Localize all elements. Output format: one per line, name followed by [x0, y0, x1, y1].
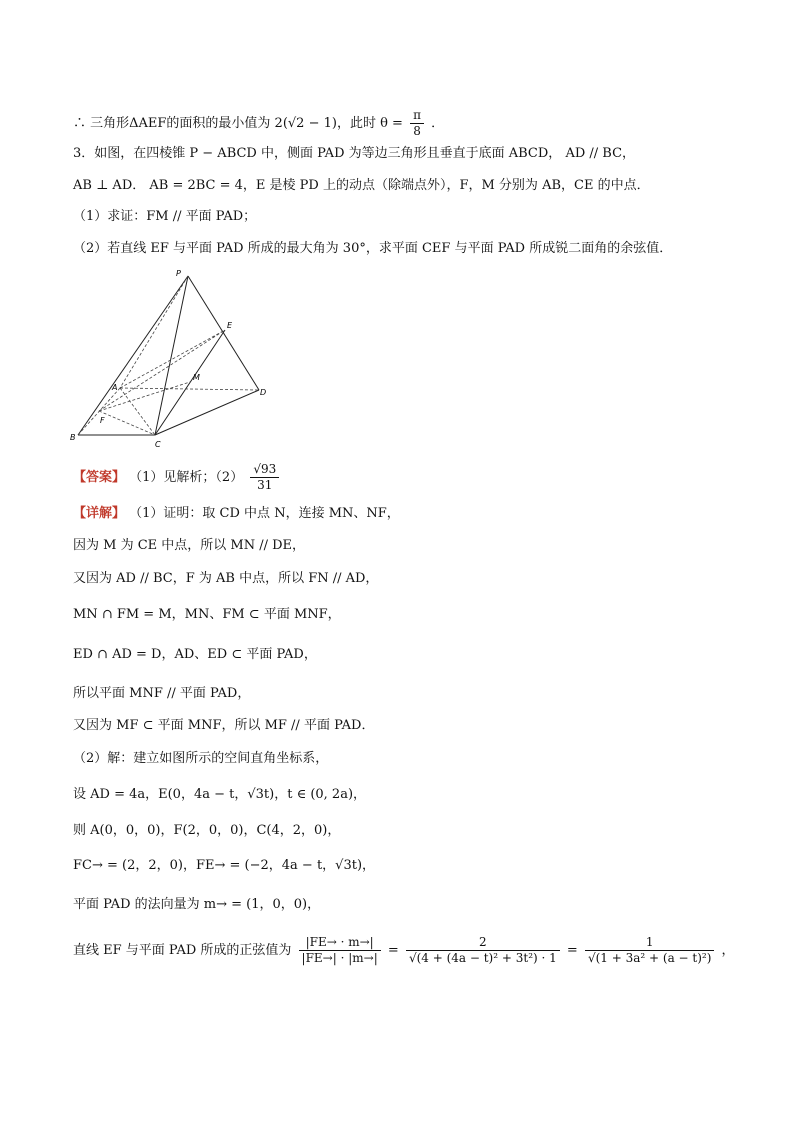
label-M: M [193, 373, 200, 382]
fraction-sine-simplified [585, 935, 714, 966]
label-A: A [112, 383, 118, 392]
answer-line [73, 462, 282, 493]
fraction-sine-def [299, 935, 381, 966]
detail-tag: 【详解】 [73, 506, 126, 521]
detail-line-2: 因为 M 为 CE 中点，所以 MN // DE， [73, 538, 306, 553]
label-B: B [70, 433, 76, 442]
label-D: D [260, 388, 267, 397]
equals-sign: = [566, 943, 578, 958]
equals-sign: = [387, 943, 399, 958]
detail-line-11: FC→ = (2，2，0)，FE→ = (−2，4a − t，√3t)， [73, 858, 376, 873]
detail-line-13 [73, 935, 735, 966]
answer-text: （1）见解析；（2） [129, 470, 244, 485]
frac-den: √(4 + (4a − t)² + 3t²) · 1 [408, 951, 557, 965]
segment-AE [120, 330, 225, 388]
detail-line-10: 则 A(0，0，0)，F(2，0，0)，C(4，2，0)， [73, 823, 341, 838]
edge-AD [120, 388, 259, 390]
label-P: P [176, 269, 181, 278]
frac-num: |FE→ · m→| [299, 935, 381, 951]
frac-den: 31 [257, 478, 273, 492]
label-F: F [100, 416, 105, 425]
segment-FC [99, 411, 155, 435]
frac-den: |FE→| · |m→| [301, 951, 378, 965]
detail-line-6: 所以平面 MNF // 平面 PAD， [73, 686, 251, 701]
question-3-part-2: （2）若直线 EF 与平面 PAD 所成的最大角为 30°，求平面 CEF 与平面 PAD 所成锐二面角的余弦值． [73, 241, 673, 256]
answer-tag: 【答案】 [73, 470, 126, 485]
edge-AB [78, 388, 120, 435]
segment-AC [120, 388, 155, 435]
fraction-pi-8 [410, 108, 424, 139]
line-area-min [73, 108, 444, 139]
frac-den: 8 [413, 124, 421, 138]
detail-line-5: ED ∩ AD = D，AD、ED ⊂ 平面 PAD， [73, 647, 317, 662]
question-3-line-1: 3．如图，在四棱锥 P − ABCD 中，侧面 PAD 为等边三角形且垂直于底面 ABCD， AD // BC， [73, 146, 636, 161]
fraction-sine-expanded [406, 935, 560, 966]
frac-den: √(1 + 3a² + (a − t)²) [587, 951, 712, 965]
text: ， [721, 943, 735, 958]
text: 直线 EF 与平面 PAD 所成的正弦值为 [73, 943, 292, 958]
label-E: E [227, 321, 233, 330]
text: ． [431, 116, 445, 131]
label-C: C [155, 440, 161, 449]
question-3-line-2: AB ⊥ AD． AB = 2BC = 4，E 是棱 PD 上的动点（除端点外），F，M 分别为 AB，CE 的中点． [73, 178, 650, 193]
answer-fraction [250, 462, 279, 493]
detail-line-8: （2）解：建立如图所示的空间直角坐标系， [73, 751, 329, 766]
frac-num: 1 [585, 935, 714, 951]
detail-line-4: MN ∩ FM = M，MN、FM ⊂ 平面 MNF， [73, 607, 341, 622]
text: （1）证明：取 CD 中点 N，连接 MN、NF， [129, 506, 400, 521]
detail-line-1 [73, 505, 400, 523]
detail-line-12: 平面 PAD 的法向量为 m→ = (1，0，0)， [73, 897, 321, 912]
detail-line-7: 又因为 MF ⊂ 平面 MNF，所以 MF // 平面 PAD． [73, 718, 375, 733]
frac-num: π [410, 108, 424, 124]
text: ∴ 三角形ΔAEF的面积的最小值为 2(√2 − 1)，此时 θ = [73, 116, 403, 131]
detail-line-3: 又因为 AD // BC，F 为 AB 中点，所以 FN // AD， [73, 571, 379, 586]
frac-num: √93 [250, 462, 279, 478]
detail-line-9: 设 AD = 4a，E(0，4a − t，√3t)，t ∈ (0, 2a)， [73, 787, 367, 802]
pyramid-figure [70, 268, 270, 450]
edge-PA [120, 276, 188, 388]
frac-num: 2 [406, 935, 560, 951]
question-3-part-1: （1）求证：FM // 平面 PAD； [73, 209, 257, 224]
